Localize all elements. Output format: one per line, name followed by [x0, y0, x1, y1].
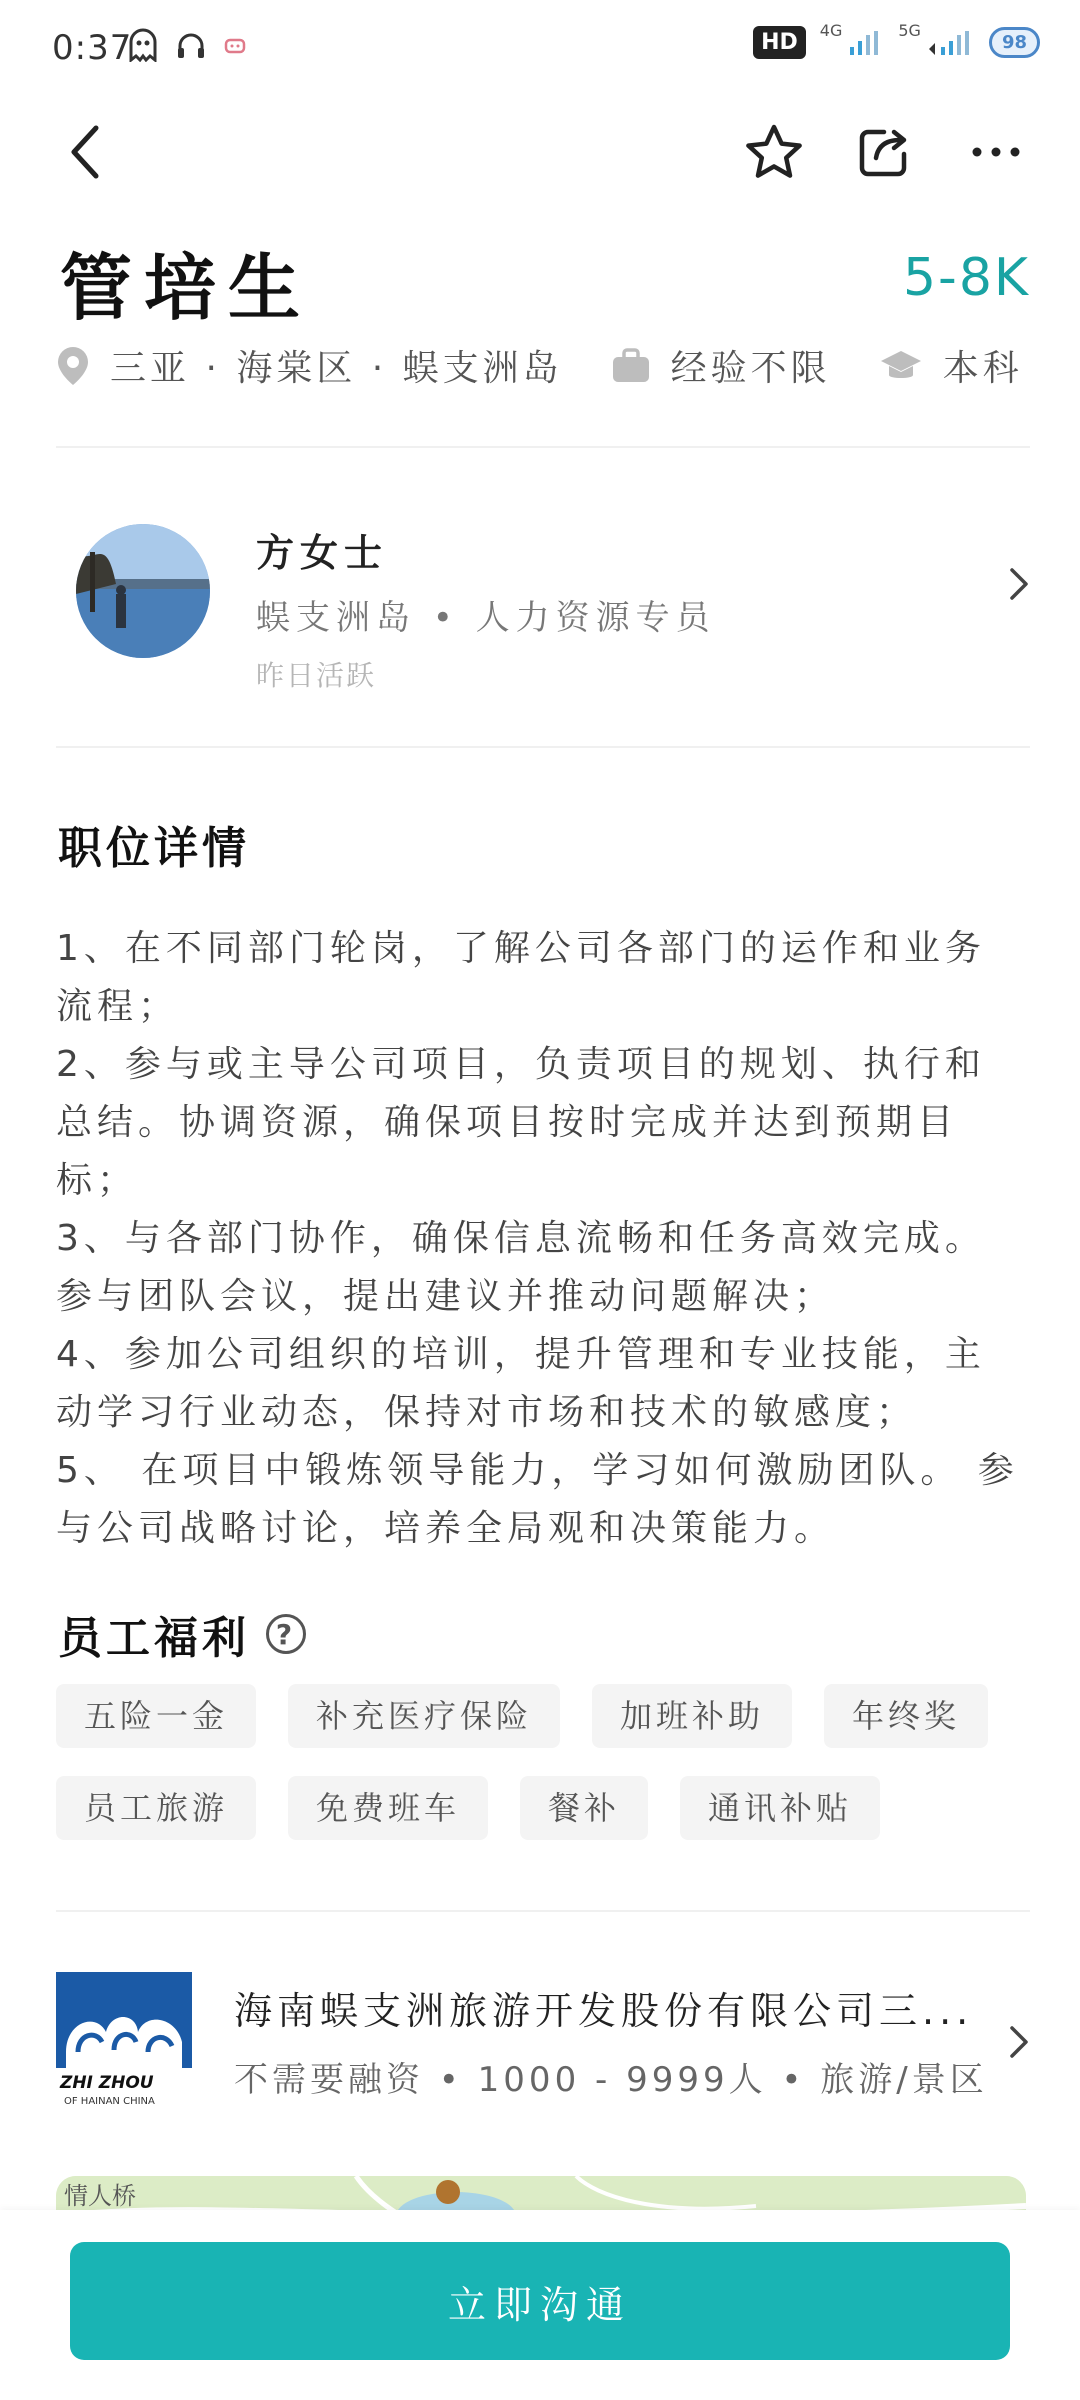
experience-item: [611, 340, 831, 391]
favorite-button[interactable]: [734, 112, 814, 192]
job-description: [56, 920, 1026, 1558]
divider: [56, 1910, 1030, 1912]
recruiter-name: 方女士: [256, 531, 389, 575]
graduation-cap-icon: [879, 349, 923, 383]
chevron-right-icon: [1008, 2024, 1030, 2060]
headphones-icon: [176, 30, 206, 60]
recruiter-title: 蜈支洲岛 • 人力资源专员: [256, 598, 716, 638]
location-pin-icon: [56, 345, 90, 387]
job-description-line: 5、 在项目中锻炼领导能力，学习如何激励团队。 参与公司战略讨论，培养全局观和决策能力。: [56, 1450, 1019, 1549]
status-time: 0:37: [52, 28, 133, 68]
job-title: 管培生: [60, 246, 313, 330]
star-icon: [744, 123, 804, 181]
education-text: 本科: [942, 348, 1023, 389]
divider: [56, 446, 1030, 448]
signal-icon: [848, 29, 884, 57]
app-notification-icon: [224, 36, 246, 54]
network-label-1: 4G: [819, 21, 843, 40]
help-icon[interactable]: ?: [266, 1614, 306, 1654]
benefit-tag: 年终奖: [824, 1684, 988, 1748]
experience-text: 经验不限: [670, 348, 831, 389]
battery-indicator: 98: [989, 27, 1040, 58]
status-icons-left: [128, 28, 246, 62]
company-chevron[interactable]: [1008, 2024, 1030, 2064]
benefit-tag: 员工旅游: [56, 1776, 256, 1840]
map-label: 情人桥: [64, 2182, 136, 2210]
share-icon: [856, 124, 912, 180]
signal-icon-2: [927, 29, 975, 57]
company-meta: 不需要融资 • 1000 - 9999人 • 旅游/景区: [234, 2060, 988, 2100]
company-logo[interactable]: [56, 1972, 192, 2108]
benefit-tag: 五险一金: [56, 1684, 256, 1748]
job-description-line: 4、参加公司组织的培训，提升管理和专业技能，主动学习行业动态，保持对市场和技术的敏感度；: [56, 1334, 986, 1433]
company-logo-subtext: OF HAINAN CHINA: [64, 2096, 155, 2107]
company-logo-image: [56, 1972, 192, 2108]
benefit-tag: 补充医疗保险: [288, 1684, 560, 1748]
job-meta-row: [56, 340, 1071, 391]
benefit-tag: 加班补助: [592, 1684, 792, 1748]
chat-now-button[interactable]: 立即沟通: [70, 2242, 1010, 2360]
hd-badge: HD: [753, 26, 806, 59]
benefit-tag: 通讯补贴: [680, 1776, 880, 1840]
benefits-title: 员工福利: [58, 1613, 250, 1664]
company-logo-text: ZHI ZHOU: [60, 2073, 154, 2093]
education-item: [879, 340, 1023, 391]
more-dots-icon: [971, 146, 1021, 158]
benefits-header: [58, 1602, 306, 1666]
avatar-image: [76, 524, 210, 658]
job-description-line: 1、在不同部门轮岗，了解公司各部门的运作和业务流程；: [56, 928, 986, 1027]
location-item: [56, 340, 563, 391]
recruiter-active-status: 昨日活跃: [256, 659, 377, 692]
job-details-title: 职位详情: [58, 823, 250, 874]
job-description-line: 3、与各部门协作，确保信息流畅和任务高效完成。参与团队会议，提出建议并推动问题解决；: [56, 1218, 986, 1317]
company-name: 海南蜈支洲旅游开发股份有限公司三...: [234, 1989, 974, 2033]
recruiter-avatar[interactable]: [76, 524, 210, 658]
benefit-tag: 餐补: [520, 1776, 648, 1840]
benefit-tag: 免费班车: [288, 1776, 488, 1840]
ghost-icon: [128, 28, 158, 62]
recruiter-chevron[interactable]: [1008, 566, 1030, 606]
status-icons-right: [753, 21, 1040, 59]
back-button[interactable]: [46, 112, 126, 192]
salary: 5-8K: [902, 248, 1030, 308]
network-label-2: 5G: [898, 21, 921, 40]
chevron-right-icon: [1008, 566, 1030, 602]
more-button[interactable]: [956, 112, 1036, 192]
location-text: 三亚 · 海棠区 · 蜈支洲岛: [110, 348, 563, 389]
benefit-tags: [56, 1684, 1046, 1840]
share-button[interactable]: [844, 112, 924, 192]
back-arrow-icon: [66, 122, 106, 182]
divider: [56, 746, 1030, 748]
briefcase-icon: [611, 348, 651, 384]
job-description-line: 2、参与或主导公司项目，负责项目的规划、执行和总结。协调资源，确保项目按时完成并达到预期目标；: [56, 1044, 986, 1201]
